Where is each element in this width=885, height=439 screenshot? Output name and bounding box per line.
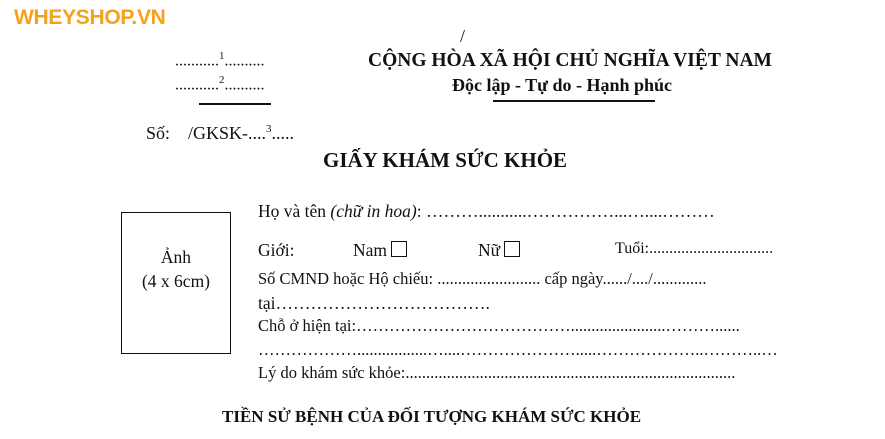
gender-age-row — [258, 240, 803, 261]
female-option[interactable]: Nữ — [478, 240, 520, 261]
section-heading: TIỀN SỬ BỆNH CỦA ĐỐI TƯỢNG KHÁM SỨC KHỎE — [222, 407, 642, 426]
female-checkbox[interactable] — [504, 241, 520, 257]
reason-field[interactable]: Lý do khám sức khỏe:................................................................................ — [258, 363, 736, 382]
agency-underline — [199, 103, 271, 105]
photo-box — [121, 212, 231, 354]
id-place-field[interactable]: tại………………………………. — [258, 293, 490, 313]
photo-size: (4 x 6cm) — [141, 271, 211, 291]
document-number: Số: /GKSK-....$^3$..... — [146, 123, 295, 143]
stray-mark: / — [460, 26, 466, 46]
male-option[interactable]: Nam — [353, 240, 407, 261]
document-title: GIẤY KHÁM SỨC KHỎE — [323, 148, 568, 172]
motto-underline — [493, 100, 655, 102]
age-field[interactable]: Tuổi:............................... — [615, 240, 774, 257]
agency-line-2: ...........$^2$.......... — [175, 74, 265, 94]
address-field[interactable]: Chỗ ở hiện tại:………………………………….......................………...... — [258, 316, 740, 335]
male-checkbox[interactable] — [391, 241, 407, 257]
motto: Độc lập - Tự do - Hạnh phúc — [452, 75, 673, 95]
agency-line-1: ...........$^1$.......... — [175, 50, 265, 70]
nation-title: CỘNG HÒA XÃ HỘI CHỦ NGHĨA VIỆT NAM — [368, 50, 772, 71]
gender-label: Giới: — [258, 240, 295, 260]
photo-label: Ảnh — [160, 247, 192, 267]
id-field[interactable]: Số CMND hoặc Hộ chiếu: ......................... cấp ngày....../..../............. — [258, 269, 707, 288]
name-field[interactable]: Họ và tên (chữ in hoa): ………...........……………...…....……… — [258, 201, 715, 221]
watermark-logo: WHEYSHOP.VN — [14, 6, 166, 29]
address-field-2[interactable]: ……………….................…....………………….....………………..………..… — [258, 340, 778, 359]
